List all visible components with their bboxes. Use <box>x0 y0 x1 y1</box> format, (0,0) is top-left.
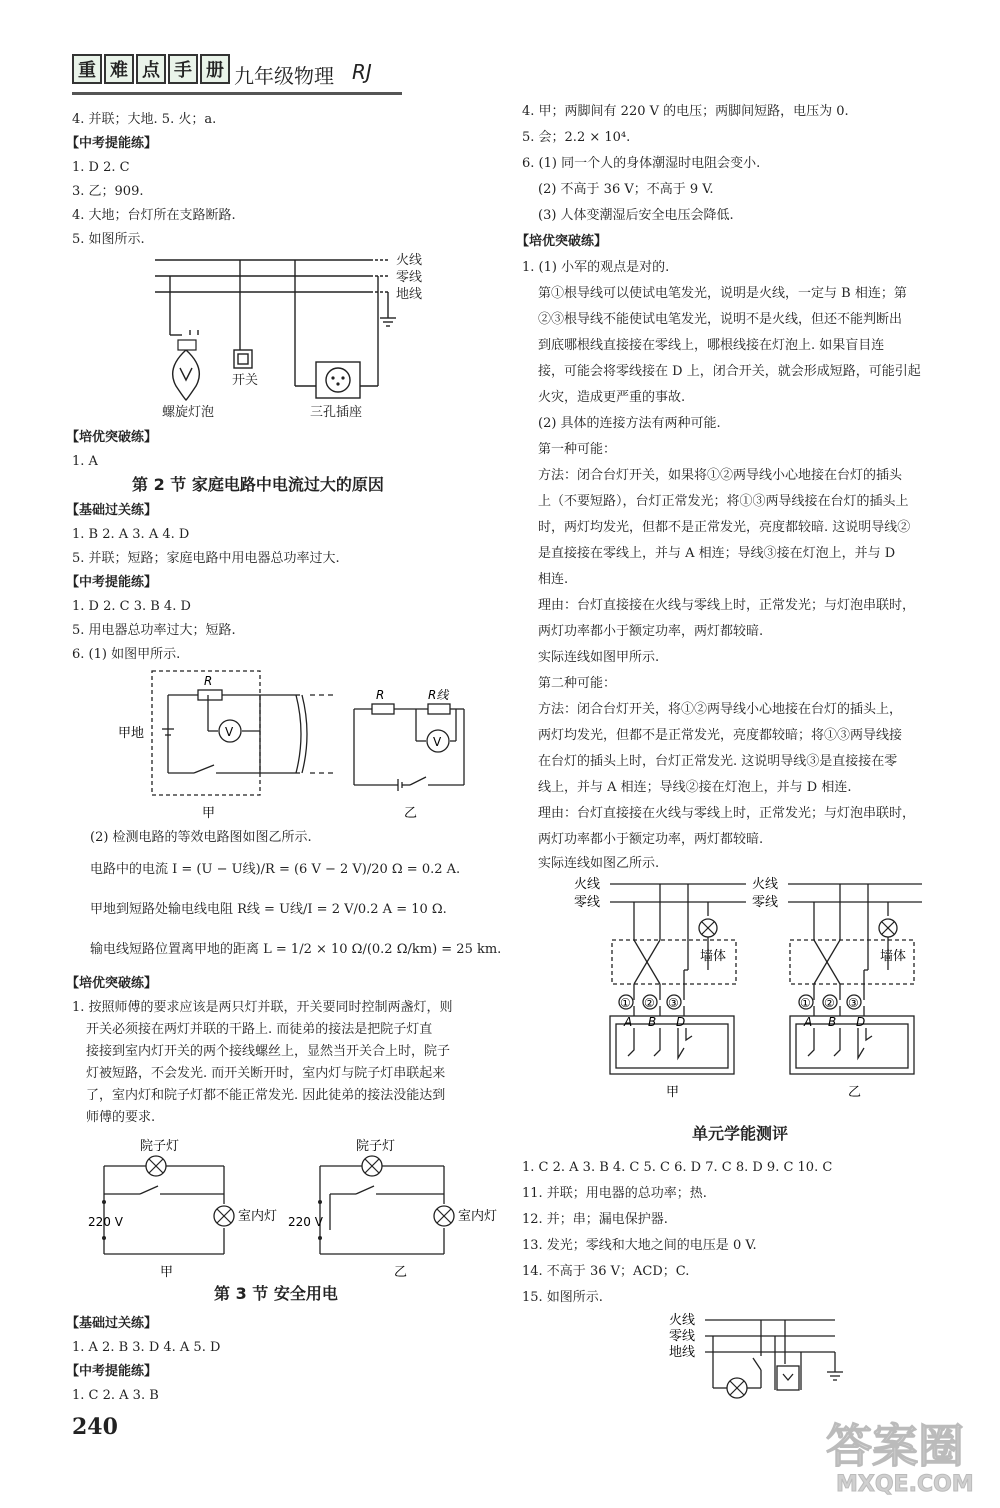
para-line: 第①根导线可以使试电笔发光，说明是火线，一定与 B 相连；第 <box>538 286 907 301</box>
answer-line: 3. 乙；909. <box>72 184 144 199</box>
wire-label: ① <box>620 996 631 1010</box>
answer-line: 1. A 2. B 3. D 4. A 5. D <box>72 1340 221 1355</box>
para-line: 理由：台灯直接接在火线与零线上时，正常发光；与灯泡串联时， <box>538 598 916 613</box>
label-socket: 三孔插座 <box>310 405 363 420</box>
caption-yi: 乙 <box>848 1085 862 1100</box>
para-line: 是直接接在零线上，并与 A 相连；导线③接在灯泡上，并与 D <box>538 546 896 561</box>
para-line: 方法：闭合台灯开关，如果将①②两导线小心地接在台灯的插头 <box>538 468 903 483</box>
caption-yi: 乙 <box>404 806 418 821</box>
label-dixian: 地线 <box>396 287 423 302</box>
answer-line: 4. 大地；台灯所在支路断路. <box>72 208 236 223</box>
header-rule <box>72 92 402 95</box>
para-line: 上（不要短路），台灯正常发光；将①③两导线接在台灯的插头上 <box>538 494 909 509</box>
logo-char-5: 册 <box>200 54 230 84</box>
wiring-diagram-1 <box>140 250 440 422</box>
label-lingxian: 零线 <box>396 270 423 285</box>
book-logo <box>72 54 232 84</box>
para-line: (2) 具体的连接方法有两种可能. <box>538 416 721 431</box>
header-subject: 九年级物理 <box>234 64 334 88</box>
label-indoor-lamp: 室内灯 <box>458 1209 498 1224</box>
para-line: 线上，并与 A 相连；导线②接在灯泡上，并与 D 相连. <box>538 780 852 795</box>
answer-line: (3) 人体变潮湿后安全电压会降低. <box>538 208 734 223</box>
section-zhongkao: 【中考提能练】 <box>66 136 158 151</box>
label-lingxian: 零线 <box>669 1329 696 1344</box>
section-zhongkao: 【中考提能练】 <box>66 1364 158 1379</box>
answer-line: 1. (1) 小军的观点是对的. <box>522 260 670 275</box>
label-wall: 墙体 <box>880 949 907 964</box>
logo-char-3: 点 <box>136 54 166 84</box>
section-jichu: 【基础过关练】 <box>66 1316 158 1331</box>
answer-line: 5. 用电器总功率过大；短路. <box>72 623 236 638</box>
answer-line: 5. 会；2.2 × 10⁴. <box>522 130 631 145</box>
terminal-label: B <box>648 1015 657 1029</box>
answer-line: 1. C 2. A 3. B 4. C 5. C 6. D 7. C 8. D 9. C 10. C <box>522 1160 833 1175</box>
answer-line: 11. 并联；用电器的总功率；热. <box>522 1186 707 1201</box>
answer-line: (2) 检测电路的等效电路图如图乙所示. <box>90 830 312 845</box>
section-zhongkao: 【中考提能练】 <box>66 575 158 590</box>
answer-line: (2) 不高于 36 V；不高于 9 V. <box>538 182 714 197</box>
label-dixian: 地线 <box>669 1345 696 1360</box>
para-line: 两灯功率都小于额定功率，两灯都较暗. <box>538 832 764 847</box>
caption-jia: 甲 <box>160 1265 174 1280</box>
header-edition: RJ <box>352 60 372 84</box>
watermark-logo <box>826 1410 996 1506</box>
para-line: 实际连线如图甲所示. <box>538 650 660 665</box>
para-line: 相连. <box>538 572 569 587</box>
answer-line: 4. 并联；大地. 5. 火；a. <box>72 112 217 127</box>
para-line: 到底哪根线直接接在零线上，哪根线接在灯泡上. 如果盲目连 <box>538 338 885 353</box>
wire-label: ③ <box>848 996 859 1010</box>
answer-line: 6. (1) 如图甲所示. <box>72 647 181 662</box>
section-title-3: 第 3 节 安全用电 <box>214 1284 338 1303</box>
label-bulb: 螺旋灯泡 <box>162 405 215 420</box>
label-r: R <box>204 674 213 688</box>
terminal-label: B <box>828 1015 837 1029</box>
terminal-label: D <box>856 1015 866 1029</box>
page-header <box>72 48 402 98</box>
caption-yi: 乙 <box>394 1265 408 1280</box>
label-yard-lamp: 院子灯 <box>140 1139 180 1154</box>
label-huoxian: 火线 <box>574 877 601 892</box>
logo-char-4: 手 <box>168 54 198 84</box>
logo-char-2: 难 <box>104 54 134 84</box>
para-line: 接，可能会将零线接在 D 上，闭合开关，就会形成短路，可能引起 <box>538 364 921 379</box>
label-indoor-lamp: 室内灯 <box>238 1209 278 1224</box>
answer-line: 1. B 2. A 3. A 4. D <box>72 527 190 542</box>
para-line: 1. 按照师傅的要求应该是两只灯并联，开关要同时控制两盏灯，则 <box>72 1000 453 1015</box>
label-switch: 开关 <box>232 373 259 388</box>
para-line: 第一种可能： <box>538 442 617 457</box>
answer-line: 6. (1) 同一个人的身体潮湿时电阻会变小. <box>522 156 761 171</box>
answer-line: 1. D 2. C 3. B 4. D <box>72 599 191 614</box>
label-r: R <box>376 688 385 702</box>
answer-line: 13. 发光；零线和大地之间的电压是 0 V. <box>522 1238 757 1253</box>
para-line: 开关必须接在两灯并联的干路上. 而徒弟的接法是把院子灯直 <box>86 1022 433 1037</box>
section-peiyou: 【培优突破练】 <box>66 976 158 991</box>
wire-label: ② <box>824 996 835 1010</box>
label-voltage: 220 V <box>288 1215 323 1229</box>
caption-jia: 甲 <box>666 1085 680 1100</box>
para-line: 灯被短路，不会发光. 而开关断开时，室内灯与院子灯串联起来 <box>86 1066 446 1081</box>
label-lingxian: 零线 <box>574 895 601 910</box>
yard-lamp-diagram <box>80 1130 510 1280</box>
caption-jia: 甲 <box>202 806 216 821</box>
answer-line: 1. D 2. C <box>72 160 130 175</box>
wire-label: ③ <box>668 996 679 1010</box>
unit-test-title: 单元学能测评 <box>692 1124 789 1143</box>
answer-line: 1. C 2. A 3. B <box>72 1388 159 1403</box>
formula-line: 电路中的电流 I = (U − U线)/R = (6 V − 2 V)/20 Ω = 0.2 A. <box>90 862 461 877</box>
socket-wiring-diagram <box>570 868 950 1104</box>
answer-line: 5. 并联；短路；家庭电路中用电器总功率过大. <box>72 551 340 566</box>
voltmeter-label: V <box>433 735 442 749</box>
circuit-diagram-2 <box>110 665 490 825</box>
answer-line: 14. 不高于 36 V；ACD；C. <box>522 1264 690 1279</box>
label-yard-lamp: 院子灯 <box>356 1139 396 1154</box>
wiring-diagram-15 <box>665 1310 865 1402</box>
formula-line: 输电线短路位置离甲地的距离 L = 1/2 × 10 Ω/(0.2 Ω/km) = 25 km. <box>90 942 502 957</box>
para-line: ②③根导线不能使试电笔发光，说明不是火线，但还不能判断出 <box>538 312 903 327</box>
para-line: 理由：台灯直接接在火线与零线上时，正常发光；与灯泡串联时， <box>538 806 916 821</box>
terminal-label: A <box>624 1015 633 1029</box>
section-jichu: 【基础过关练】 <box>66 503 158 518</box>
page-number: 240 <box>72 1414 118 1440</box>
label-jiadi: 甲地 <box>118 726 145 741</box>
wire-label: ② <box>644 996 655 1010</box>
label-huoxian: 火线 <box>669 1313 696 1328</box>
para-line: 两灯功率都小于额定功率，两灯都较暗. <box>538 624 764 639</box>
answer-line: 15. 如图所示. <box>522 1290 603 1305</box>
answer-line: 5. 如图所示. <box>72 232 145 247</box>
label-huoxian: 火线 <box>752 877 779 892</box>
para-line: 两灯均发光，但都不是正常发光，亮度都较暗；将①③两导线接 <box>538 728 903 743</box>
para-line: 在台灯的插头上时，台灯正常发光. 这说明导线③是直接接在零 <box>538 754 898 769</box>
para-line: 接接到室内灯开关的两个接线螺丝上，显然当开关合上时，院子 <box>86 1044 451 1059</box>
label-huoxian: 火线 <box>396 253 423 268</box>
section-peiyou: 【培优突破练】 <box>66 430 158 445</box>
section-peiyou: 【培优突破练】 <box>516 234 608 249</box>
terminal-label: A <box>804 1015 813 1029</box>
watermark-url: MXQE.COM <box>836 1472 974 1497</box>
label-wall: 墙体 <box>700 949 727 964</box>
para-line: 第二种可能： <box>538 676 617 691</box>
para-line: 了，室内灯和院子灯都不能正常发光. 因此徒弟的接法没能达到 <box>86 1088 446 1103</box>
section-title-2: 第 2 节 家庭电路中电流过大的原因 <box>132 475 384 494</box>
logo-char-1: 重 <box>72 54 102 84</box>
label-voltage: 220 V <box>88 1215 123 1229</box>
para-line: 火灾，造成更严重的事故. <box>538 390 686 405</box>
label-lingxian: 零线 <box>752 895 779 910</box>
watermark-text: 答案圈 <box>826 1419 964 1473</box>
para-line: 实际连线如图乙所示. <box>538 856 660 871</box>
answer-line: 1. A <box>72 454 98 469</box>
terminal-label: D <box>676 1015 686 1029</box>
answer-line: 4. 甲；两脚间有 220 V 的电压；两脚间短路，电压为 0. <box>522 104 849 119</box>
label-rline: R线 <box>428 688 449 702</box>
wire-label: ① <box>800 996 811 1010</box>
voltmeter-label: V <box>225 725 234 739</box>
answer-line: 12. 并；串；漏电保护器. <box>522 1212 668 1227</box>
formula-line: 甲地到短路处输电线电阻 R线 = U线/I = 2 V/0.2 A = 10 Ω. <box>90 902 447 917</box>
para-line: 时，两灯均发光，但都不是正常发光，亮度都较暗. 这说明导线② <box>538 520 911 535</box>
para-line: 方法：闭合台灯开关，将①②两导线小心地接在台灯的插头上， <box>538 702 903 717</box>
para-line: 师傅的要求. <box>86 1110 156 1125</box>
